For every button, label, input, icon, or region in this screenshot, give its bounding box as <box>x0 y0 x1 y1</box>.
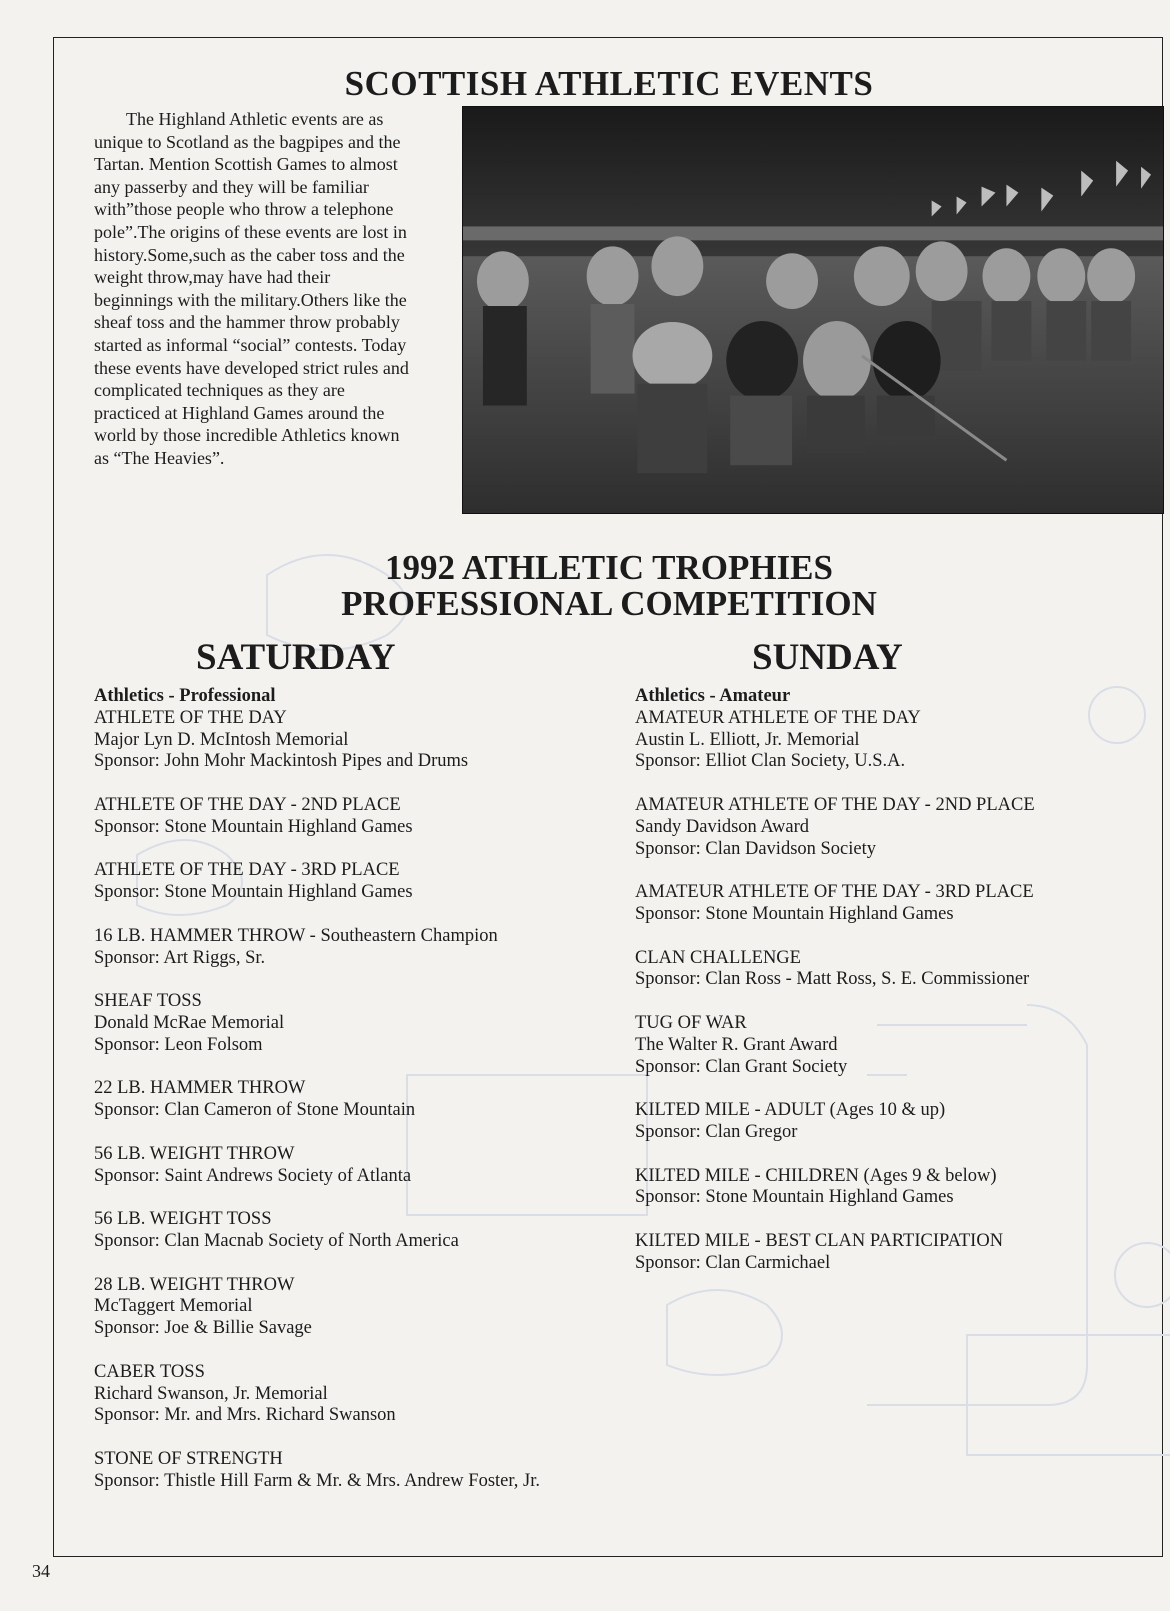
intro-paragraph: The Highland Athletic events are as unique to Scotland as the bagpipes and the Tartan. Mention Scottish Games to almost any passerby and they will be familiar with”those people who throw a telephone pole”.The origins of these events are lost in history.Some,such as the caber toss and the weight throw,may have had their beginnings with the military.Others like the sheaf toss and the hammer throw probably started as informal “social” contests. Today these events have developed strict rules and complicated techniques as they are practiced at Highland Games around the world by those incredible Athletics known as “The Heavies”. <box>94 109 409 468</box>
award-title: ATHLETE OF THE DAY - 3RD PLACE <box>94 860 400 881</box>
award-title: SHEAF TOSS <box>94 991 202 1012</box>
award-detail: Donald McRae Memorial <box>94 1012 285 1033</box>
page-title: SCOTTISH ATHLETIC EVENTS <box>344 64 874 103</box>
award-title: 28 LB. WEIGHT THROW <box>94 1274 295 1295</box>
award-entry <box>94 860 594 904</box>
award-title: CABER TOSS <box>94 1361 205 1382</box>
saturday-award-list <box>94 708 594 1493</box>
award-detail: Sponsor: Stone Mountain Highland Games <box>635 1187 954 1208</box>
award-entry <box>94 1275 594 1340</box>
award-title: 22 LB. HAMMER THROW <box>94 1078 306 1099</box>
award-detail: Sponsor: Clan Carmichael <box>635 1252 831 1273</box>
award-detail: The Walter R. Grant Award <box>635 1034 838 1055</box>
award-title: 56 LB. WEIGHT TOSS <box>94 1209 272 1230</box>
award-detail: Sponsor: Saint Andrews Society of Atlanta <box>94 1165 412 1186</box>
award-detail: Sponsor: Clan Davidson Society <box>635 838 877 859</box>
award-entry <box>94 795 594 839</box>
award-detail: Sponsor: Stone Mountain Highland Games <box>635 903 954 924</box>
saturday-heading: SATURDAY <box>196 637 396 678</box>
award-detail: Sponsor: Joe & Billie Savage <box>94 1318 312 1339</box>
saturday-category: Athletics - Professional <box>94 686 276 706</box>
sunday-awards <box>635 686 1155 1296</box>
award-detail: Sponsor: Stone Mountain Highland Games <box>94 882 413 903</box>
award-title: KILTED MILE - CHILDREN (Ages 9 & below) <box>635 1165 997 1186</box>
award-entry <box>94 1144 594 1188</box>
award-title: ATHLETE OF THE DAY - 2ND PLACE <box>94 794 401 815</box>
sunday-category: Athletics - Amateur <box>635 686 791 706</box>
award-title: 16 LB. HAMMER THROW - Southeastern Champion <box>94 925 498 946</box>
award-title: KILTED MILE - ADULT (Ages 10 & up) <box>635 1100 946 1121</box>
award-entry <box>94 1362 594 1427</box>
sunday-heading: SUNDAY <box>752 637 903 678</box>
saturday-awards <box>94 686 594 1514</box>
award-detail: Sponsor: Clan Ross - Matt Ross, S. E. Commissioner <box>635 969 1030 990</box>
award-title: AMATEUR ATHLETE OF THE DAY - 3RD PLACE <box>635 882 1034 903</box>
award-entry <box>635 948 1155 992</box>
award-detail: McTaggert Memorial <box>94 1296 253 1317</box>
award-entry <box>94 1078 594 1122</box>
award-title: CLAN CHALLENGE <box>635 947 801 968</box>
award-title: KILTED MILE - BEST CLAN PARTICIPATION <box>635 1230 1004 1251</box>
award-entry <box>635 795 1155 860</box>
award-detail: Austin L. Elliott, Jr. Memorial <box>635 729 860 750</box>
award-entry <box>635 1231 1155 1275</box>
award-detail: Sponsor: Clan Grant Society <box>635 1056 848 1077</box>
award-detail: Sponsor: John Mohr Mackintosh Pipes and Drums <box>94 751 469 772</box>
award-detail: Sponsor: Mr. and Mrs. Richard Swanson <box>94 1405 396 1426</box>
trophies-title <box>54 550 1164 622</box>
sunday-award-list <box>635 708 1155 1275</box>
award-entry <box>94 1209 594 1253</box>
page-number: 34 <box>32 1561 50 1581</box>
award-title: 56 LB. WEIGHT THROW <box>94 1143 295 1164</box>
award-entry <box>635 1166 1155 1210</box>
award-entry <box>635 1100 1155 1144</box>
award-title: TUG OF WAR <box>635 1012 747 1033</box>
award-entry <box>94 926 594 970</box>
award-title: STONE OF STRENGTH <box>94 1448 283 1469</box>
award-title: AMATEUR ATHLETE OF THE DAY <box>635 707 921 728</box>
trophies-title-line-2: PROFESSIONAL COMPETITION <box>341 584 877 623</box>
award-detail: Sponsor: Art Riggs, Sr. <box>94 947 266 968</box>
page-frame <box>53 37 1163 1557</box>
award-entry <box>94 708 594 773</box>
award-detail: Richard Swanson, Jr. Memorial <box>94 1383 328 1404</box>
award-detail: Sponsor: Stone Mountain Highland Games <box>94 816 413 837</box>
athletes-group-photo <box>462 106 1164 514</box>
award-entry <box>635 882 1155 926</box>
award-detail: Sponsor: Thistle Hill Farm & Mr. & Mrs. Andrew Foster, Jr. <box>94 1470 541 1491</box>
award-entry <box>635 1013 1155 1078</box>
award-title: AMATEUR ATHLETE OF THE DAY - 2ND PLACE <box>635 794 1035 815</box>
award-detail: Sponsor: Elliot Clan Society, U.S.A. <box>635 751 906 772</box>
award-detail: Sandy Davidson Award <box>635 816 810 837</box>
award-entry <box>94 1449 594 1493</box>
award-detail: Sponsor: Leon Folsom <box>94 1034 263 1055</box>
award-title: ATHLETE OF THE DAY <box>94 707 287 728</box>
award-detail: Sponsor: Clan Gregor <box>635 1121 798 1142</box>
award-detail: Major Lyn D. McIntosh Memorial <box>94 729 349 750</box>
award-entry <box>635 708 1155 773</box>
award-detail: Sponsor: Clan Macnab Society of North America <box>94 1230 459 1251</box>
award-entry <box>94 991 594 1056</box>
award-detail: Sponsor: Clan Cameron of Stone Mountain <box>94 1100 416 1121</box>
trophies-title-line-1: 1992 ATHLETIC TROPHIES <box>385 548 833 587</box>
